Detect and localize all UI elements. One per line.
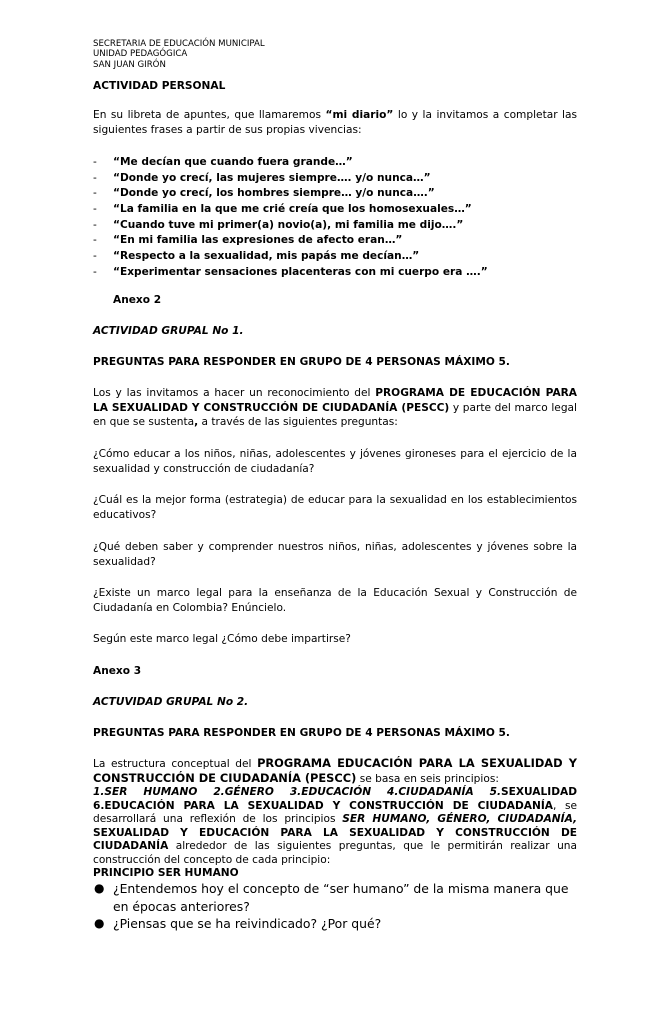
paragraph-comma: ,	[194, 416, 199, 428]
list-item: - “Donde yo crecí, los hombres siempre… y/o nunca….”	[93, 186, 577, 202]
bullet-text: ¿Entendemos hoy el concepto de “ser humano” de la misma manera que en épocas anteriores?	[113, 881, 569, 914]
bullet-icon: ●	[94, 881, 105, 895]
reconocimiento-paragraph	[93, 386, 577, 430]
question-3: ¿Qué deben saber y comprender nuestros niños, niñas, adolescentes y jóvenes sobre la sexualidad?	[93, 541, 577, 568]
program-name: PROGRAMA DE EDUCACIÓN PARA LA SEXUALIDAD Y CONSTRUCCIÓN DE CIUDADANÍA (PESCC)	[93, 387, 577, 414]
preguntas-title: PREGUNTAS PARA RESPONDER EN GRUPO DE 4 PERSONAS MÁXIMO 5.	[93, 727, 510, 739]
list-item	[93, 915, 577, 933]
document-header	[93, 39, 577, 70]
program-name: PROGRAMA EDUCACIÓN PARA LA SEXUALIDAD Y CONSTRUCCIÓN DE CIUDADANÍA (PESCC)	[93, 756, 577, 785]
header-line: UNIDAD PEDAGÓGICA	[93, 49, 188, 60]
header-line: SECRETARIA DE EDUCACIÓN MUNICIPAL	[93, 39, 265, 49]
question-1: ¿Cómo educar a los niños, niñas, adolescentes y jóvenes gironeses para el ejercicio de la sexualidad y construcción de ciudadanía?	[93, 448, 577, 475]
question-4: ¿Existe un marco legal para la enseñanza de la Educación Sexual y Construcción de Ciudadanía en Colombia? Enúncielo.	[93, 587, 577, 614]
preguntas-title: PREGUNTAS PARA RESPONDER EN GRUPO DE 4 PERSONAS MÁXIMO 5.	[93, 356, 510, 368]
list-item: - “Me decían que cuando fuera grande…”	[93, 155, 577, 171]
list-item: - “Experimentar sensaciones placenteras con mi cuerpo era ….”	[93, 265, 577, 281]
anexo-2-label: Anexo 2	[113, 294, 162, 306]
actividad-personal-intro	[93, 108, 577, 137]
intro-text: lo y la invitamos a completar las siguientes frases a partir de sus propias vivencias:	[93, 109, 578, 136]
intro-bold: “mi diario”	[325, 109, 394, 121]
principios-list: SEXUALIDAD 6.EDUCACIÓN PARA LA SEXUALIDAD Y CONSTRUCCIÓN DE CIUDADANÍA	[93, 786, 577, 812]
question-2: ¿Cuál es la mejor forma (estrategia) de educar para la sexualidad en los establecimientos educativos?	[93, 494, 577, 521]
actividad-grupal-2-title: ACTUVIDAD GRUPAL No 2.	[93, 696, 249, 708]
paragraph-text: a través de las siguientes preguntas:	[198, 416, 398, 428]
paragraph-text: La estructura conceptual del	[93, 758, 258, 770]
paragraph-text: Los y las invitamos a hacer un reconocimiento del	[93, 387, 376, 399]
ser-humano-questions	[93, 880, 577, 933]
list-item: - “La familia en la que me crié creía que los homosexuales…”	[93, 202, 577, 218]
list-item: - “Respecto a la sexualidad, mis papás me decían…”	[93, 249, 577, 265]
header-line: SAN JUAN GIRÓN	[93, 59, 166, 70]
bullet-icon: ●	[94, 916, 105, 930]
bullet-text: ¿Piensas que se ha reivindicado? ¿Por qué?	[113, 916, 382, 931]
actividad-grupal-1-title: ACTIVIDAD GRUPAL No 1.	[93, 325, 244, 337]
paragraph-text: y parte del marco legal en que se sustenta	[93, 401, 577, 428]
principios-list: SER HUMANO, GÉNERO, CIUDADANÍA,	[342, 813, 578, 825]
intro-text: En su libreta de apuntes, que llamaremos	[93, 109, 326, 121]
frases-list	[93, 155, 577, 281]
principio-ser-humano-title: PRINCIPIO SER HUMANO	[93, 867, 239, 879]
list-item: - “Cuando tuve mi primer(a) novio(a), mi familia me dijo….”	[93, 218, 577, 234]
anexo-3-label: Anexo 3	[93, 665, 142, 677]
principios-list: 1.SER HUMANO 2.GÉNERO 3.EDUCACIÓN 4.CIUDADANÍA 5.	[93, 786, 501, 798]
actividad-personal-title: ACTIVIDAD PERSONAL	[93, 80, 226, 92]
list-item: - “En mi familia las expresiones de afecto eran…”	[93, 233, 577, 249]
list-item	[93, 880, 577, 915]
paragraph-text: se basa en seis principios:	[356, 772, 499, 785]
paragraph-text: , se desarrollará una reflexión de los principios	[93, 799, 577, 825]
paragraph-text: alrededor de las siguientes preguntas, que le permitirán realizar una construcción del concepto de cada principio:	[93, 840, 577, 866]
principios-paragraph	[93, 757, 577, 867]
list-item: - “Donde yo crecí, las mujeres siempre…. y/o nunca…”	[93, 171, 577, 187]
question-5: Según este marco legal ¿Cómo debe impartirse?	[93, 633, 351, 645]
principios-list: SEXUALIDAD Y EDUCACIÓN PARA LA SEXUALIDAD Y CONSTRUCCIÓN DE CIUDADANÍA	[93, 826, 577, 852]
